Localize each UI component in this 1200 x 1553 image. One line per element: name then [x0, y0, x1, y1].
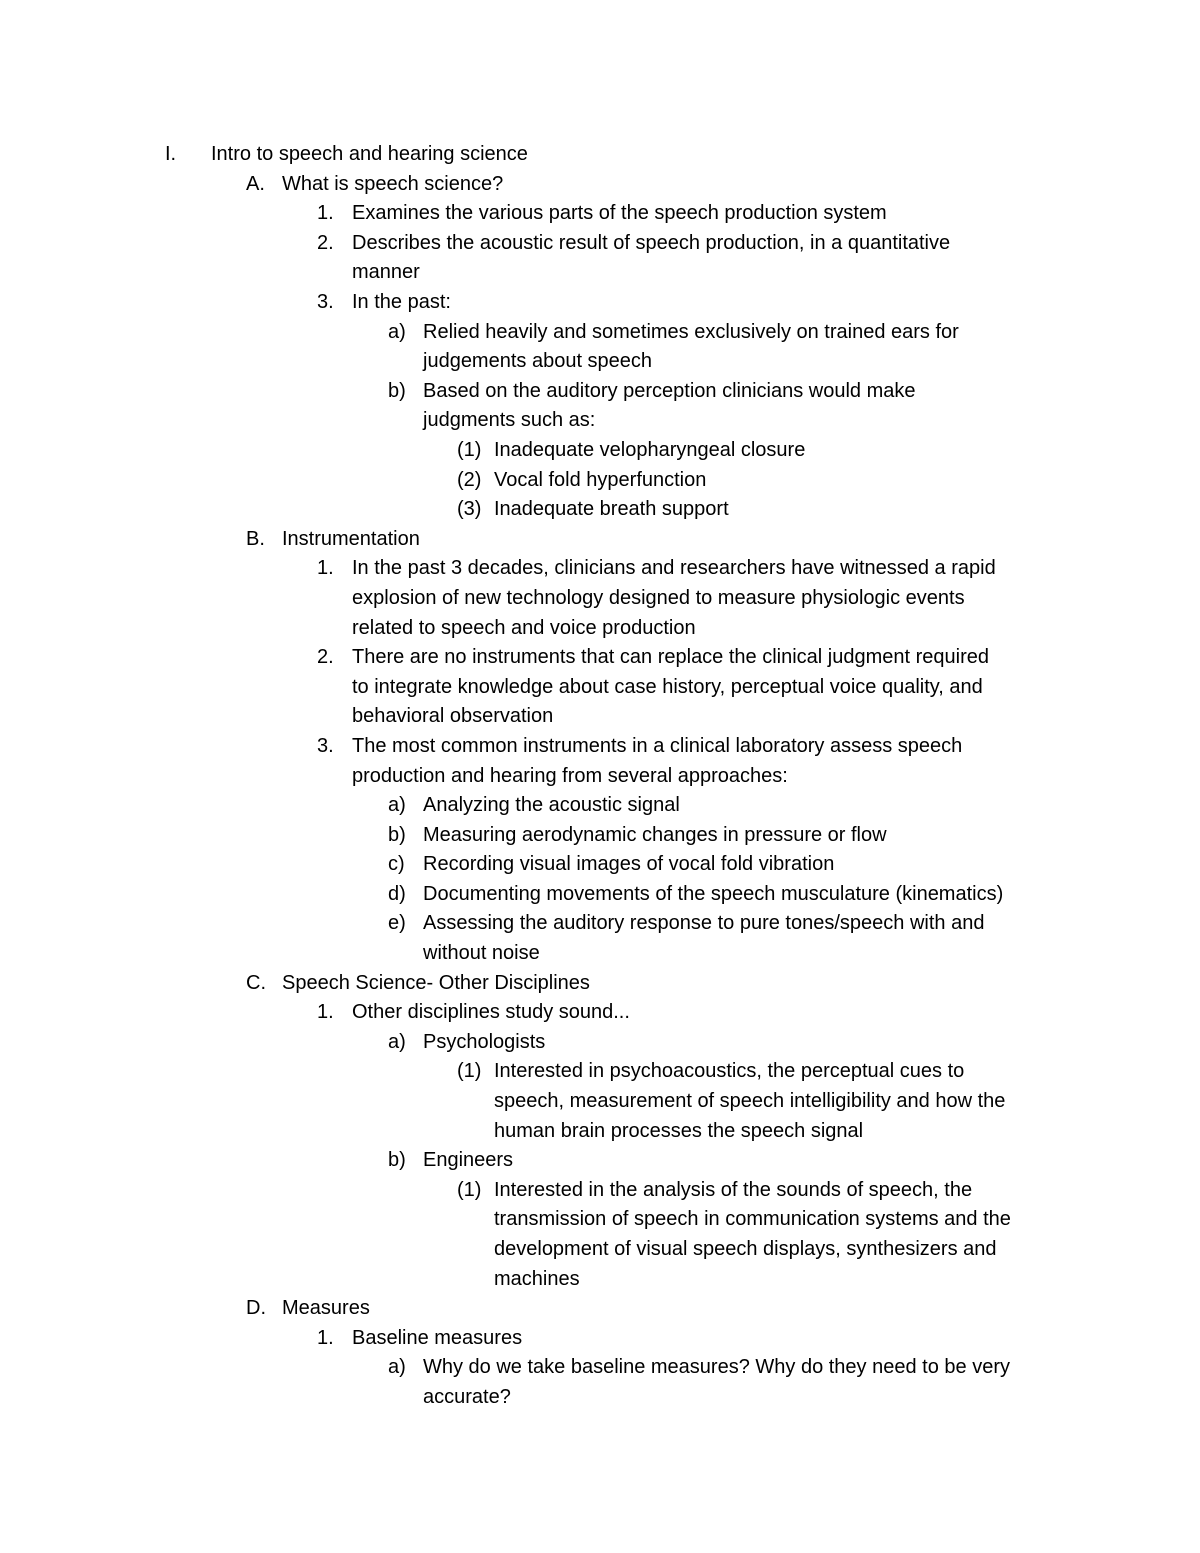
- outline-item-level-4: [0, 880, 1200, 910]
- outline-marker: b): [388, 823, 406, 846]
- outline-item-level-3: [0, 199, 1200, 229]
- outline-text-line: explosion of new technology designed to measure physiologic events: [352, 586, 965, 609]
- outline-text-line: machines: [494, 1267, 580, 1290]
- outline-text: [352, 1324, 522, 1354]
- outline-text: [494, 466, 706, 496]
- outline-marker: a): [388, 1356, 406, 1379]
- outline-marker: D.: [246, 1297, 266, 1320]
- outline-marker: 3.: [317, 290, 334, 313]
- outline-item-level-2: [0, 969, 1200, 999]
- outline-text-line: production and hearing from several approaches:: [352, 764, 788, 787]
- outline-marker: 1.: [317, 1326, 334, 1349]
- outline-item-level-4: [0, 821, 1200, 851]
- outline-text-line: Analyzing the acoustic signal: [423, 794, 680, 817]
- outline-text: [282, 525, 420, 555]
- outline-text-line: Psychologists: [423, 1030, 546, 1053]
- outline-item-level-4: [0, 791, 1200, 821]
- outline-text-line: Based on the auditory perception clinicians would make: [423, 379, 916, 402]
- outline-text: [494, 1057, 1005, 1146]
- outline-text-line: Speech Science- Other Disciplines: [282, 971, 590, 994]
- outline-marker: 1.: [317, 557, 334, 580]
- outline-text-line: There are no instruments that can replace the clinical judgment required: [352, 646, 990, 669]
- outline-text-line: Other disciplines study sound...: [352, 1001, 630, 1024]
- outline-text-line: accurate?: [423, 1386, 511, 1408]
- outline-marker: a): [388, 320, 406, 343]
- outline-text-line: Interested in the analysis of the sounds of speech, the: [494, 1178, 973, 1201]
- outline-text: [282, 969, 590, 999]
- outline-marker: e): [388, 912, 406, 935]
- outline-marker: a): [388, 794, 406, 817]
- outline-item-level-3: [0, 1324, 1200, 1354]
- outline-item-level-4: [0, 318, 1200, 377]
- outline-text: [211, 140, 528, 170]
- outline-text: [352, 554, 996, 643]
- outline-text-line: Interested in psychoacoustics, the perceptual cues to: [494, 1060, 965, 1083]
- outline-text-line: manner: [352, 261, 420, 284]
- outline-list: [0, 140, 1200, 1413]
- outline-text-line: The most common instruments in a clinical laboratory assess speech: [352, 734, 963, 757]
- outline-marker: (3): [457, 498, 482, 521]
- outline-text: [352, 229, 950, 288]
- outline-text-line: Vocal fold hyperfunction: [494, 468, 707, 491]
- outline-marker: 3.: [317, 734, 334, 757]
- outline-marker: I.: [165, 143, 177, 165]
- outline-item-level-2: [0, 170, 1200, 200]
- outline-marker: 1.: [317, 202, 334, 225]
- outline-text-line: Inadequate breath support: [494, 498, 729, 521]
- outline-text: [423, 318, 959, 377]
- outline-marker: (2): [457, 468, 482, 491]
- outline-item-level-5: [0, 1057, 1200, 1146]
- outline-item-level-4: [0, 377, 1200, 436]
- outline-text-line: Measures: [282, 1297, 370, 1320]
- outline-marker: 2.: [317, 646, 334, 669]
- outline-text: [352, 732, 962, 791]
- outline-marker: a): [388, 1030, 406, 1053]
- outline-text-line: Describes the acoustic result of speech production, in a quantitative: [352, 231, 951, 254]
- outline-marker: (1): [457, 438, 482, 461]
- outline-text: [423, 909, 984, 968]
- outline-marker: d): [388, 882, 406, 905]
- outline-text: [423, 880, 1003, 910]
- outline-text: [282, 1294, 370, 1324]
- outline-marker: B.: [246, 527, 265, 550]
- outline-marker: (1): [457, 1060, 482, 1083]
- outline-text: [352, 643, 989, 732]
- outline-item-level-5: [0, 495, 1200, 525]
- outline-item-level-4: [0, 909, 1200, 968]
- outline-text: [494, 495, 729, 525]
- outline-text-line: judgments such as:: [423, 409, 596, 432]
- outline-item-level-5: [0, 436, 1200, 466]
- outline-item-level-3: [0, 732, 1200, 791]
- outline-text: [423, 1028, 545, 1058]
- outline-marker: A.: [246, 172, 265, 195]
- outline-text: [494, 436, 805, 466]
- outline-marker: (1): [457, 1178, 482, 1201]
- outline-text: [423, 821, 887, 851]
- outline-item-level-2: [0, 525, 1200, 555]
- outline-text-line: judgements about speech: [423, 350, 653, 373]
- outline-text: [423, 850, 834, 880]
- outline-marker: b): [388, 379, 406, 402]
- outline-text-line: In the past 3 decades, clinicians and researchers have witnessed a rapid: [352, 557, 996, 580]
- outline-text: [423, 791, 680, 821]
- outline-text-line: transmission of speech in communication systems and the: [494, 1208, 1011, 1231]
- outline-item-level-4: [0, 1146, 1200, 1176]
- outline-text-line: speech, measurement of speech intelligibility and how the: [494, 1090, 1006, 1113]
- outline-marker: c): [388, 853, 405, 876]
- outline-item-level-2: [0, 1294, 1200, 1324]
- outline-text-line: Assessing the auditory response to pure tones/speech with and: [423, 912, 985, 935]
- outline-text-line: In the past:: [352, 290, 451, 313]
- outline-item-level-5: [0, 1176, 1200, 1294]
- outline-item-level-3: [0, 229, 1200, 288]
- outline-marker: C.: [246, 971, 266, 994]
- outline-text-line: Baseline measures: [352, 1326, 523, 1349]
- outline-item-level-4: [0, 1028, 1200, 1058]
- outline-text-line: Measuring aerodynamic changes in pressure or flow: [423, 823, 887, 846]
- outline-text: [352, 288, 451, 318]
- outline-text-line: related to speech and voice production: [352, 616, 696, 639]
- outline-item-level-4: [0, 850, 1200, 880]
- outline-text: [494, 1176, 1011, 1294]
- outline-text-line: Instrumentation: [282, 527, 420, 550]
- outline-item-level-5: [0, 466, 1200, 496]
- outline-text-line: Engineers: [423, 1149, 514, 1172]
- outline-item-level-3: [0, 643, 1200, 732]
- outline-item-level-3: [0, 554, 1200, 643]
- outline-text-line: Why do we take baseline measures? Why do they need to be very: [423, 1356, 1010, 1379]
- outline-item-level-3: [0, 998, 1200, 1028]
- outline-text: [282, 170, 503, 200]
- outline-text-line: Documenting movements of the speech musculature (kinematics): [423, 882, 1004, 905]
- outline-text-line: Intro to speech and hearing science: [211, 143, 528, 165]
- outline-item-level-4: [0, 1353, 1200, 1412]
- outline-marker: 1.: [317, 1001, 334, 1024]
- outline-text-line: human brain processes the speech signal: [494, 1119, 864, 1142]
- outline-text: [423, 1146, 513, 1176]
- outline-text: [352, 998, 630, 1028]
- outline-text: [352, 199, 887, 229]
- outline-text-line: behavioral observation: [352, 705, 554, 728]
- outline-marker: b): [388, 1149, 406, 1172]
- outline-text-line: to integrate knowledge about case history, perceptual voice quality, and: [352, 675, 983, 698]
- outline-item-level-1: [0, 140, 1200, 170]
- outline-text: [423, 377, 916, 436]
- outline-text-line: Relied heavily and sometimes exclusively on trained ears for: [423, 320, 959, 343]
- outline-marker: 2.: [317, 231, 334, 254]
- outline-text-line: What is speech science?: [282, 172, 504, 195]
- outline-text-line: Examines the various parts of the speech production system: [352, 202, 887, 225]
- outline-text-line: Inadequate velopharyngeal closure: [494, 438, 806, 461]
- outline-text-line: Recording visual images of vocal fold vibration: [423, 853, 835, 876]
- outline-text-line: without noise: [423, 942, 540, 965]
- outline-item-level-3: [0, 288, 1200, 318]
- outline-text: [423, 1353, 1010, 1412]
- outline-text-line: development of visual speech displays, synthesizers and: [494, 1238, 997, 1261]
